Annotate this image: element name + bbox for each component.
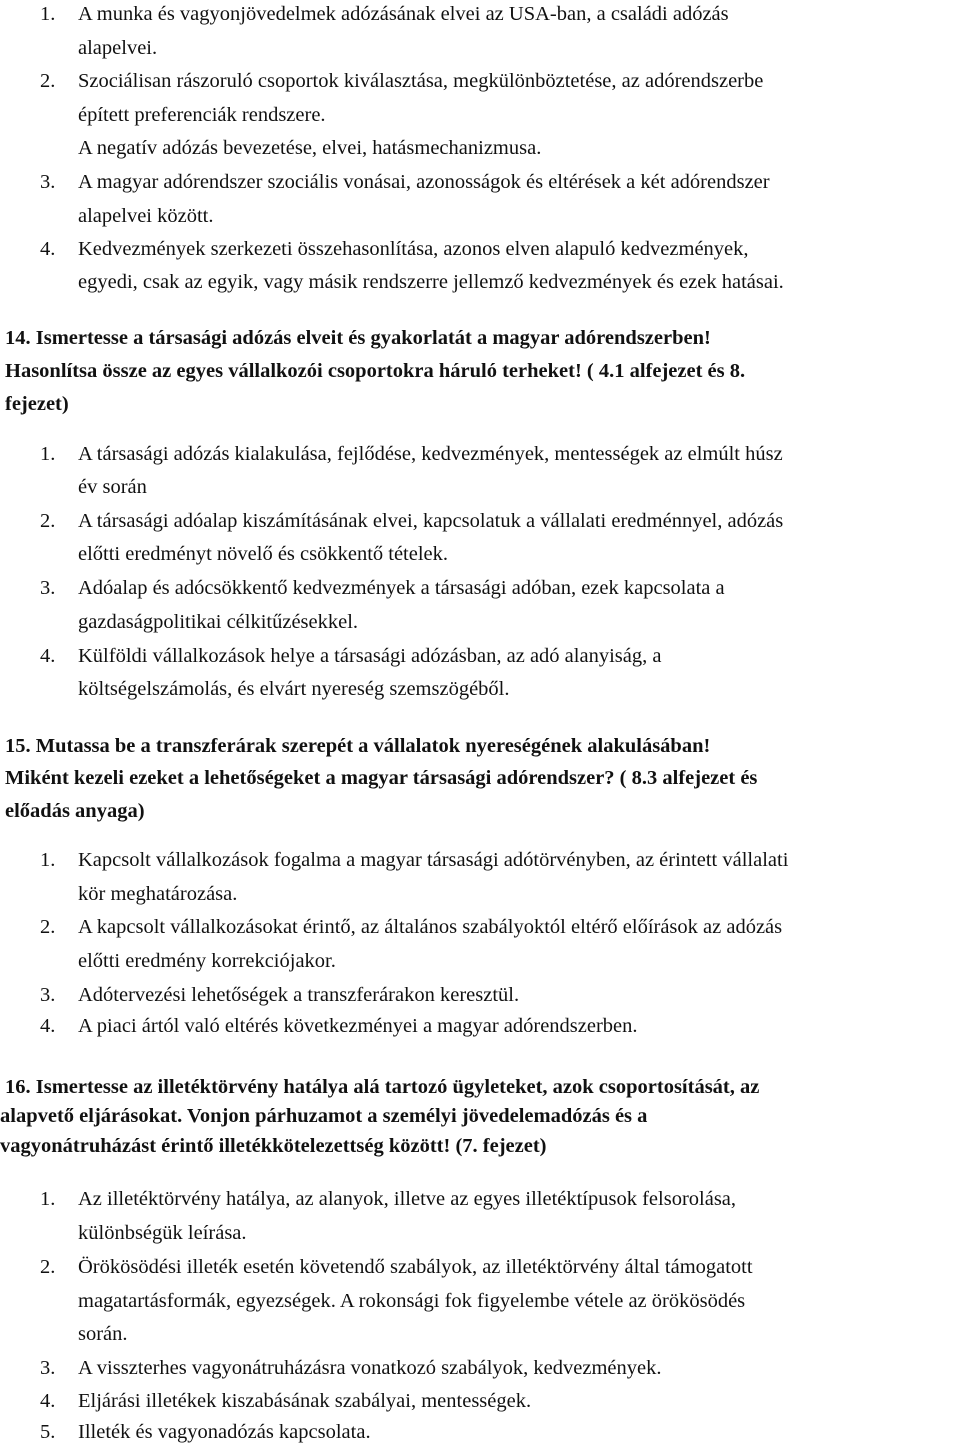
list-item-text: A magyar adórendszer szociális vonásai, azonosságok és eltérések a két adórendszer <box>78 171 770 193</box>
list-item-text: Adóalap és adócsökkentő kedvezmények a társasági adóban, ezek kapcsolata a <box>78 577 725 599</box>
section-heading: Hasonlítsa össze az egyes vállalkozói csoportokra háruló terheket! ( 4.1 alfejezet és 8. <box>5 360 746 382</box>
list-item-text: Adótervezési lehetőségek a transzferárakon keresztül. <box>78 984 520 1006</box>
list-number: 3. <box>40 1357 56 1379</box>
list-item-text: alapelvei. <box>78 37 158 59</box>
list-item-text: egyedi, csak az egyik, vagy másik rendszerre jellemző kedvezmények és ezek hatásai. <box>78 271 784 293</box>
list-number: 5. <box>40 1421 56 1443</box>
list-number: 2. <box>40 916 56 938</box>
list-item-text: épített preferenciák rendszere. <box>78 104 326 126</box>
list-item-text: A társasági adózás kialakulása, fejlődése, kedvezmények, mentességek az elmúlt húsz <box>78 443 783 465</box>
list-item-text: Illeték és vagyonadózás kapcsolata. <box>78 1421 371 1443</box>
list-item-text: gazdaságpolitikai célkitűzésekkel. <box>78 611 359 633</box>
list-item-text: A visszterhes vagyonátruházásra vonatkozó szabályok, kedvezmények. <box>78 1357 662 1379</box>
list-item-text: előtti eredményt növelő és csökkentő tételek. <box>78 543 449 565</box>
list-item-text: Kapcsolt vállalkozások fogalma a magyar társasági adótörvényben, az érintett vállalati <box>78 849 789 871</box>
list-item-text: év során <box>78 476 147 498</box>
list-number: 4. <box>40 1390 56 1412</box>
list-item-text: Örökösödési illeték esetén követendő szabályok, az illetéktörvény által támogatott <box>78 1256 753 1278</box>
list-number: 2. <box>40 1256 56 1278</box>
list-item-text: különbségük leírása. <box>78 1222 247 1244</box>
list-item-text: Kedvezmények szerkezeti összehasonlítása, azonos elven alapuló kedvezmények, <box>78 238 749 260</box>
list-number: 4. <box>40 645 56 667</box>
list-item-text: Szociálisan rászoruló csoportok kiválasztása, megkülönböztetése, az adórendszerbe <box>78 70 764 92</box>
list-number: 3. <box>40 577 56 599</box>
section-heading: 14. Ismertesse a társasági adózás elveit és gyakorlatát a magyar adórendszerben! <box>5 327 711 349</box>
list-number: 2. <box>40 510 56 532</box>
list-item-text: A negatív adózás bevezetése, elvei, hatásmechanizmusa. <box>78 137 542 159</box>
section-heading: 15. Mutassa be a transzferárak szerepét a vállalatok nyereségének alakulásában! <box>5 735 711 757</box>
list-item-text: során. <box>78 1323 128 1345</box>
list-item-text: magatartásformák, egyezségek. A rokonsági fok figyelembe vétele az örökösödés <box>78 1290 746 1312</box>
list-number: 3. <box>40 984 56 1006</box>
list-number: 4. <box>40 238 56 260</box>
list-item-text: előtti eredmény korrekciójakor. <box>78 950 336 972</box>
list-number: 2. <box>40 70 56 92</box>
section-heading: Miként kezeli ezeket a lehetőségeket a magyar társasági adórendszer? ( 8.3 alfejezet és <box>5 767 758 789</box>
list-item-text: A piaci ártól való eltérés következményei a magyar adórendszerben. <box>78 1015 638 1037</box>
list-item-text: A társasági adóalap kiszámításának elvei, kapcsolatuk a vállalati eredménnyel, adózás <box>78 510 784 532</box>
section-heading: alapvető eljárásokat. Vonjon párhuzamot a személyi jövedelemadózás és a <box>0 1105 648 1127</box>
list-number: 1. <box>40 443 56 465</box>
list-item-text: A munka és vagyonjövedelmek adózásának elvei az USA-ban, a családi adózás <box>78 3 729 25</box>
list-number: 3. <box>40 171 56 193</box>
list-number: 1. <box>40 849 56 871</box>
list-item-text: Az illetéktörvény hatálya, az alanyok, illetve az egyes illetéktípusok felsorolása, <box>78 1188 737 1210</box>
list-item-text: Külföldi vállalkozások helye a társasági adózásban, az adó alanyiság, a <box>78 645 662 667</box>
list-item-text: A kapcsolt vállalkozásokat érintő, az általános szabályoktól eltérő előírások az adózás <box>78 916 783 938</box>
list-item-text: alapelvei között. <box>78 205 214 227</box>
list-item-text: költségelszámolás, és elvárt nyereség szemszögéből. <box>78 678 510 700</box>
section-heading: fejezet) <box>5 393 69 415</box>
section-heading: 16. Ismertesse az illetéktörvény hatálya alá tartozó ügyleteket, azok csoportosítását, az <box>5 1076 760 1098</box>
list-number: 1. <box>40 1188 56 1210</box>
list-number: 4. <box>40 1015 56 1037</box>
list-item-text: Eljárási illetékek kiszabásának szabályai, mentességek. <box>78 1390 532 1412</box>
list-number: 1. <box>40 3 56 25</box>
list-item-text: kör meghatározása. <box>78 883 238 905</box>
section-heading: előadás anyaga) <box>5 800 145 822</box>
section-heading: vagyonátruházást érintő illetékkötelezettség között! (7. fejezet) <box>0 1135 547 1157</box>
